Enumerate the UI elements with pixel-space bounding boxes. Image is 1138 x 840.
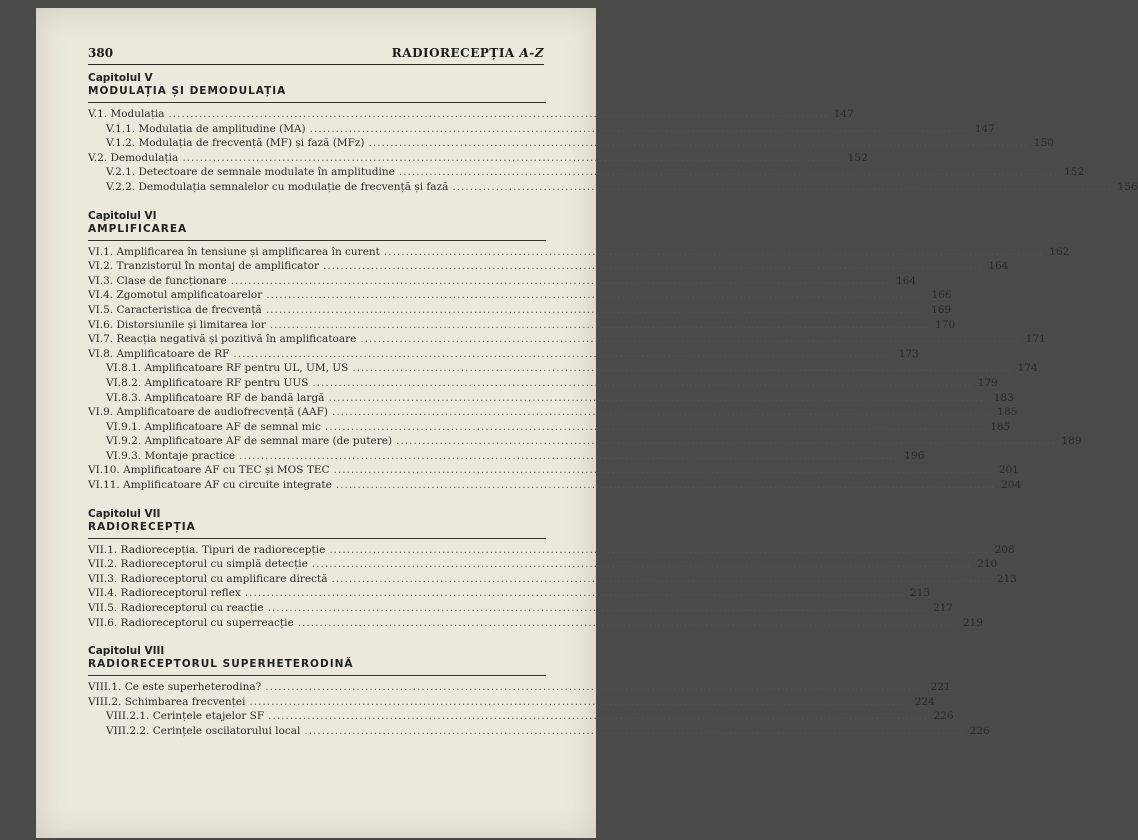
dot-leader [231, 275, 890, 287]
entry-page: 185 [997, 406, 1018, 419]
entry-page: 173 [898, 347, 919, 360]
entry-page: 147 [833, 108, 854, 120]
entry-title: Cerințele etajelor SF [152, 710, 265, 723]
entry-page: 152 [1064, 166, 1085, 179]
entry-page: 213 [996, 572, 1017, 585]
dot-leader [304, 725, 963, 737]
toc-entry [88, 108, 854, 123]
toc-entry [88, 479, 1022, 494]
entry-title: Modulația [110, 108, 165, 120]
dot-leader [334, 464, 993, 476]
entry-page: 224 [914, 695, 935, 708]
entry-title: Radioreceptorul reflex [120, 587, 241, 600]
entry-number: VIII.2. [88, 695, 122, 708]
entry-number: VIII.1. [88, 681, 122, 694]
dot-leader [266, 289, 925, 301]
entry-number: V.1. [88, 108, 108, 120]
entry-title: Detectoare de semnale modulate în amplitudine [138, 166, 395, 179]
entry-number: VI.9.3. [106, 449, 142, 462]
entry-title: Amplificatoare AF cu TEC și MOS TEC [123, 464, 330, 477]
entry-page: 166 [931, 289, 952, 302]
entry-title: Radioreceptorul cu simplă detecție [120, 558, 308, 571]
dot-leader [249, 696, 908, 708]
toc-entry [88, 710, 954, 725]
dot-leader [233, 348, 892, 360]
toc-entry [88, 587, 931, 602]
toc-entry [88, 572, 1017, 588]
entry-number: VI.7. [88, 333, 114, 346]
entry-title: Demodulația semnalelor cu modulație de frecvență și fază [138, 180, 449, 193]
toc-entry [88, 558, 998, 573]
entry-number: VIII.2.1. [106, 710, 150, 723]
entry-title: Caracteristica de frecvență [116, 303, 262, 316]
toc-entry [88, 695, 935, 711]
dot-leader [399, 166, 1058, 178]
entry-number: V.2. [88, 151, 108, 164]
entry-page: 174 [1017, 362, 1038, 375]
entry-title: Amplificatoare de audiofrecvență (AAF) [116, 406, 328, 419]
entry-title: Demodulația [110, 151, 179, 164]
entry-page: 156 [1117, 180, 1138, 193]
toc-entry [88, 602, 953, 617]
toc-entry [88, 180, 1138, 196]
entry-page: 215 [910, 587, 931, 600]
entry-title: Distorsiunile și limitarea lor [116, 318, 266, 331]
entry-title: Amplificatoare de RF [116, 347, 230, 360]
running-header [88, 40, 544, 65]
chapter-label: Capitolul V [88, 72, 153, 84]
entry-page: 164 [896, 274, 917, 287]
toc-entry [88, 449, 925, 465]
entry-title: Radioreceptorul cu superreacție [120, 616, 294, 629]
dot-leader [369, 137, 1028, 149]
entry-title: Amplificatoare RF de bandă largă [144, 391, 325, 404]
entry-title: Amplificatoare AF cu circuite integrate [123, 479, 332, 492]
toc-entry [88, 435, 1082, 450]
dot-leader [312, 558, 971, 570]
entry-number: VI.9.1. [106, 420, 142, 433]
entry-title: Tranzistorul în montaj de amplificator [116, 260, 319, 273]
chapter-label: Capitolul VII [88, 507, 161, 520]
entry-number: VI.10. [88, 464, 120, 477]
entry-number: VI.2. [88, 260, 114, 273]
entry-page: 219 [963, 616, 984, 629]
entry-number: VII.6. [88, 616, 118, 629]
book-page [36, 8, 1138, 838]
toc-entry [88, 347, 919, 363]
toc-entry [88, 406, 1018, 421]
entry-title: Amplificarea în tensiune și amplificarea în curent [116, 245, 380, 258]
entry-page: 226 [933, 710, 954, 723]
entry-number: VI.8. [88, 347, 114, 360]
entry-title: Radiorecepția. Tipuri de radiorecepție [120, 543, 326, 556]
entry-number: VI.8.1. [106, 362, 142, 375]
toc-entry [88, 543, 1015, 559]
chapter-section [88, 507, 1017, 632]
chapter-label: Capitolul VIII [88, 645, 165, 658]
entry-page: 147 [974, 122, 995, 135]
entry-number: VII.1. [88, 543, 118, 556]
entry-title: Radioreceptorul cu amplificare directă [120, 572, 328, 585]
entry-page: 170 [935, 318, 956, 331]
entry-page: 152 [847, 151, 868, 164]
entry-page: 189 [1061, 435, 1082, 448]
chapter-section [88, 72, 1138, 196]
entry-page: 150 [1033, 137, 1054, 150]
dot-leader [331, 573, 990, 585]
toc-entry [88, 245, 1070, 261]
dot-leader [310, 123, 969, 135]
entry-number: VII.5. [88, 602, 118, 615]
entry-page: 169 [931, 303, 952, 316]
dot-leader [396, 435, 1055, 447]
entry-number: VI.8.3. [106, 391, 142, 404]
entry-title: Amplificatoare AF de semnal mic [144, 420, 321, 433]
entry-number: VI.8.2. [106, 376, 142, 389]
entry-title: Zgomotul amplificatoarelor [116, 289, 263, 302]
entry-title: Radioreceptorul cu reacție [120, 602, 264, 615]
toc-entry [88, 151, 868, 167]
entry-title: Clase de funcționare [116, 274, 227, 287]
entry-page: 162 [1049, 245, 1070, 258]
entry-number: VI.11. [88, 479, 120, 492]
toc-entry [88, 725, 990, 740]
dot-leader [323, 260, 982, 272]
entry-number: V.1.1. [106, 122, 136, 135]
toc-entry [88, 420, 1011, 436]
dot-leader [268, 602, 927, 614]
entry-title: Modulația de frecvență (MF) și fază (MFz) [138, 137, 365, 150]
toc-entry [88, 303, 952, 319]
chapter-title: MODULAȚIA ȘI DEMODULAȚIA [88, 85, 546, 103]
entry-page: 226 [969, 725, 990, 737]
running-title: RADIORECEPȚIA A-Z [391, 46, 544, 60]
entry-title: Amplificatoare AF de semnal mare (de putere) [144, 435, 393, 448]
entry-title: Amplificatoare RF pentru UUS [144, 376, 309, 389]
chapter-title: RADIORECEPTORUL SUPERHETERODINĂ [88, 658, 546, 676]
entry-page: 185 [990, 420, 1011, 433]
entry-number: VI.6. [88, 318, 114, 331]
dot-leader [245, 587, 904, 599]
toc-entry [88, 362, 1038, 377]
chapter-title: RADIORECEPȚIA [88, 521, 546, 539]
dot-leader [265, 681, 924, 693]
chapter-section [88, 209, 1082, 494]
dot-leader [352, 362, 1011, 374]
entry-title: Cerințele oscilatorului local [152, 725, 301, 737]
toc-entry [88, 376, 998, 392]
page-number: 380 [88, 46, 114, 60]
dot-leader [182, 152, 841, 164]
dot-leader [384, 246, 1043, 258]
entry-title: Amplificatoare RF pentru UL, UM, US [144, 362, 349, 375]
entry-number: V.1.2. [106, 137, 136, 150]
entry-page: 210 [977, 558, 998, 571]
toc-entry [88, 260, 1009, 275]
toc-entry [88, 318, 956, 334]
entry-number: VI.1. [88, 245, 114, 258]
entry-page: 201 [998, 464, 1019, 477]
dot-leader [336, 479, 995, 491]
dot-leader [298, 617, 957, 629]
dot-leader [268, 710, 927, 722]
entry-number: VI.9.2. [106, 435, 142, 448]
entry-title: Schimbarea frecvenței [124, 695, 246, 708]
entry-page: 221 [930, 681, 951, 694]
entry-title: Montaje practice [144, 449, 236, 462]
dot-leader [270, 319, 929, 331]
toc-entry [88, 333, 1046, 348]
toc-entry [88, 137, 1054, 152]
entry-page: 196 [904, 449, 925, 462]
table-of-contents [88, 72, 1138, 754]
toc-entry [88, 166, 1085, 181]
entry-number: VII.3. [88, 572, 118, 585]
entry-number: VII.2. [88, 558, 118, 571]
entry-number: VI.5. [88, 303, 114, 316]
entry-title: Modulația de amplitudine (MA) [138, 122, 306, 135]
toc-entry [88, 464, 1019, 479]
dot-leader [239, 450, 898, 462]
entry-page: 171 [1025, 333, 1046, 346]
entry-number: VI.4. [88, 289, 114, 302]
toc-entry [88, 274, 917, 290]
chapter-label: Capitolul VI [88, 209, 157, 222]
dot-leader [325, 421, 984, 433]
entry-page: 204 [1001, 479, 1022, 492]
entry-number: VII.4. [88, 587, 118, 600]
toc-entry [88, 122, 995, 138]
entry-page: 164 [988, 260, 1009, 273]
entry-number: V.2.2. [106, 180, 136, 193]
toc-entry [88, 681, 951, 696]
entry-page: 179 [977, 376, 998, 389]
entry-title: Ce este superheterodina? [124, 681, 262, 694]
toc-entry [88, 289, 952, 304]
entry-number: VI.9. [88, 406, 114, 419]
dot-leader [168, 108, 827, 120]
chapter-section [88, 645, 990, 739]
dot-leader [312, 377, 971, 389]
dot-leader [329, 544, 988, 556]
dot-leader [452, 181, 1111, 193]
toc-entry [88, 616, 984, 632]
dot-leader [266, 304, 925, 316]
entry-page: 183 [993, 391, 1014, 404]
entry-page: 217 [932, 602, 953, 615]
toc-entry [88, 391, 1014, 407]
entry-number: V.2.1. [106, 166, 136, 179]
entry-page: 208 [994, 543, 1015, 556]
chapter-title: AMPLIFICAREA [88, 223, 546, 241]
entry-title: Reacția negativă și pozitivă în amplificatoare [116, 333, 357, 346]
dot-leader [332, 406, 991, 418]
entry-number: VI.3. [88, 274, 114, 287]
dot-leader [360, 333, 1019, 345]
entry-number: VIII.2.2. [106, 725, 150, 737]
dot-leader [328, 392, 987, 404]
